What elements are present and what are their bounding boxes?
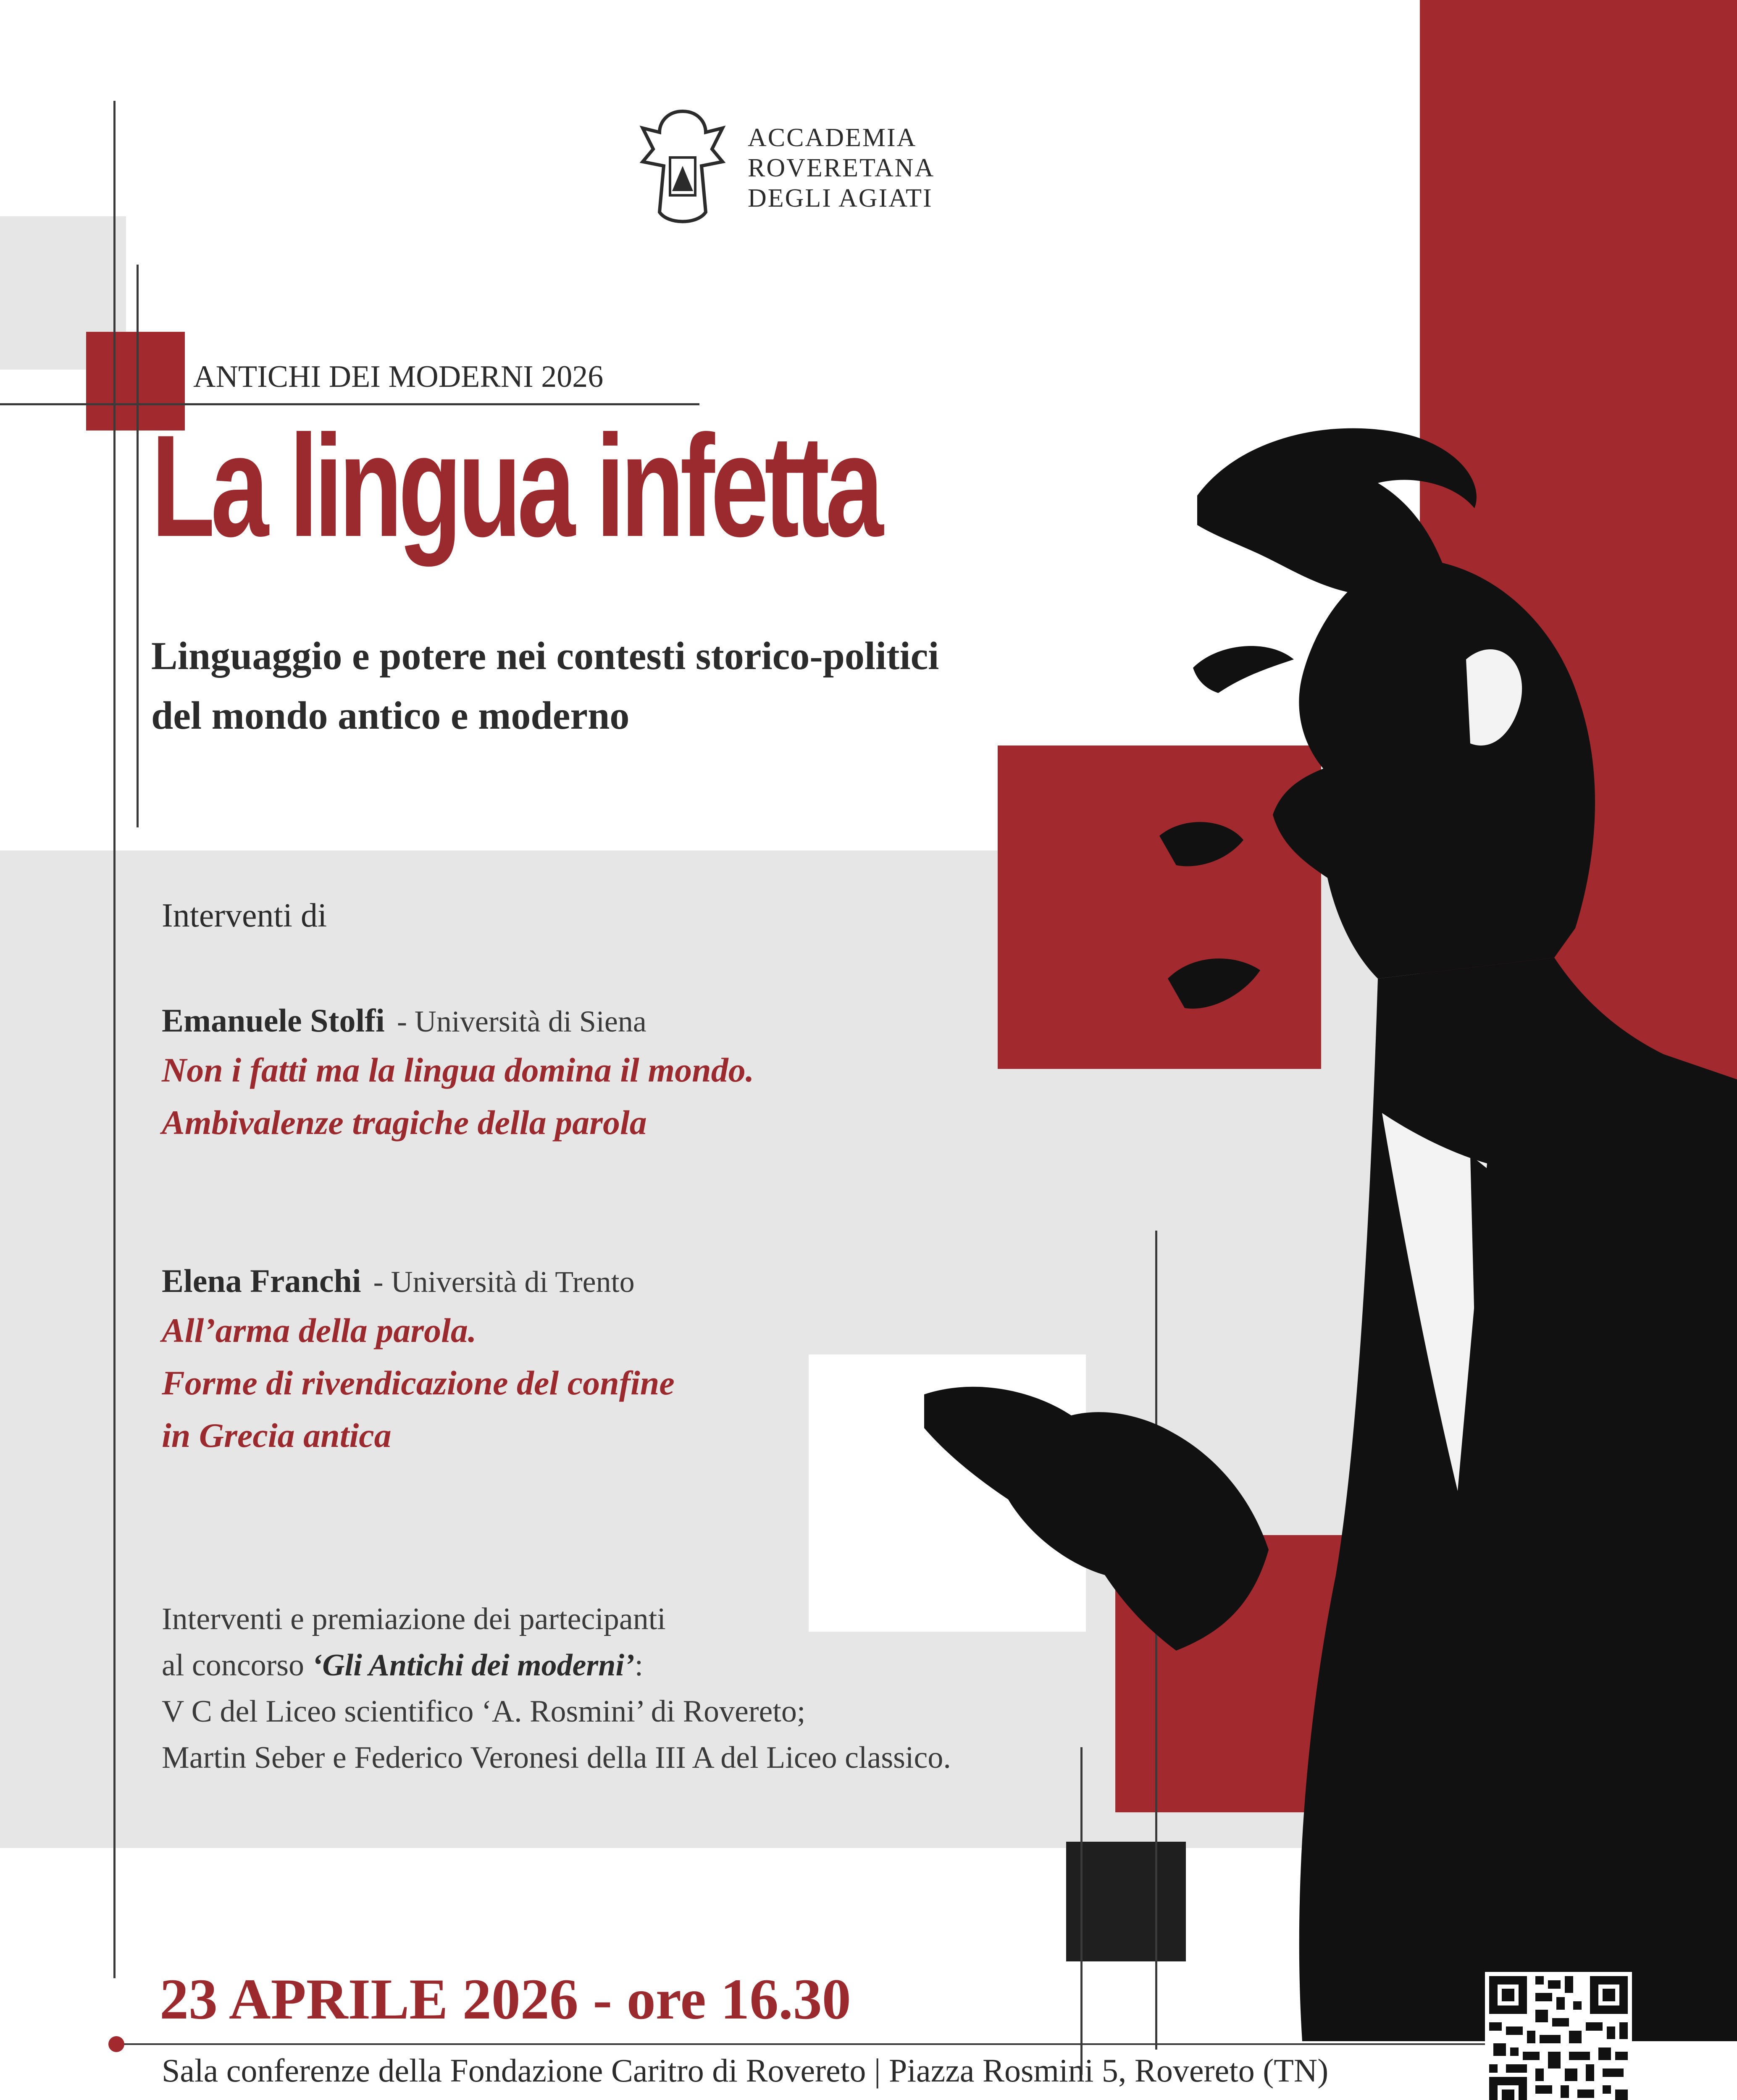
contest-prefix: al concorso: [162, 1648, 312, 1683]
contest-line-1: Interventi e premiazione dei partecipanti: [162, 1602, 666, 1636]
left-vertical-rule-2: [137, 265, 139, 827]
qr-code-icon: [1485, 1972, 1632, 2100]
program-intro: Interventi di: [162, 897, 327, 934]
academy-line-3: DEGLI AGIATI: [748, 184, 933, 213]
academy-line-2: ROVERETANA: [748, 154, 935, 182]
contest-suffix: :: [634, 1648, 644, 1683]
speaker-2-talk-line-3: in Grecia antica: [162, 1416, 392, 1454]
venue-rule-dot: [108, 2036, 124, 2052]
event-date: 23 APRILE 2026 - ore 16.30: [160, 1967, 851, 2031]
subtitle-line-1: Linguaggio e potere nei contesti storico-politici: [151, 634, 939, 678]
speaker-1-affiliation: - Università di Siena: [397, 1005, 646, 1038]
main-title: La lingua infetta: [151, 405, 880, 567]
subtitle-line-2: del mondo antico e moderno: [151, 694, 630, 738]
contest-line-3: V C del Liceo scientifico ‘A. Rosmini’ di Rovereto;: [162, 1694, 806, 1729]
eagle-crest-icon: [630, 103, 735, 237]
academy-line-1: ACCADEMIA: [748, 123, 917, 152]
speaker-1-talk-line-2: Ambivalenze tragiche della parola: [162, 1103, 647, 1142]
venue-rule: [118, 2043, 1485, 2045]
contest-line-2: [162, 1642, 1170, 1688]
speaker-1: [162, 1002, 1002, 1149]
event-venue: Sala conferenze della Fondazione Caritro di Rovereto | Piazza Rosmini 5, Rovereto (TN): [162, 2052, 1329, 2089]
speaker-2-talk-line-1: All’arma della parola.: [162, 1311, 477, 1349]
speaker-1-name: Emanuele Stolfi: [162, 1002, 385, 1039]
speaker-silhouette: [924, 399, 1737, 2041]
academy-name: [748, 123, 935, 213]
series-label: ANTICHI DEI MODERNI 2026: [193, 360, 604, 394]
speaker-2-affiliation: - Università di Trento: [373, 1265, 635, 1299]
speaker-2-talk-line-2: Forme di rivendicazione del confine: [162, 1364, 675, 1402]
contest-block: [162, 1596, 1170, 1781]
qr-code[interactable]: [1485, 1972, 1632, 2100]
academy-crest: [630, 103, 735, 237]
speaker-1-talk-line-1: Non i fatti ma la lingua domina il mondo.: [162, 1051, 754, 1089]
speaker-2: [162, 1262, 1002, 1462]
speaker-2-name: Elena Franchi: [162, 1263, 361, 1299]
contest-line-4: Martin Seber e Federico Veronesi della III A del Liceo classico.: [162, 1740, 951, 1775]
left-vertical-rule: [113, 101, 116, 1978]
contest-title: ‘Gli Antichi dei moderni’: [312, 1648, 635, 1683]
